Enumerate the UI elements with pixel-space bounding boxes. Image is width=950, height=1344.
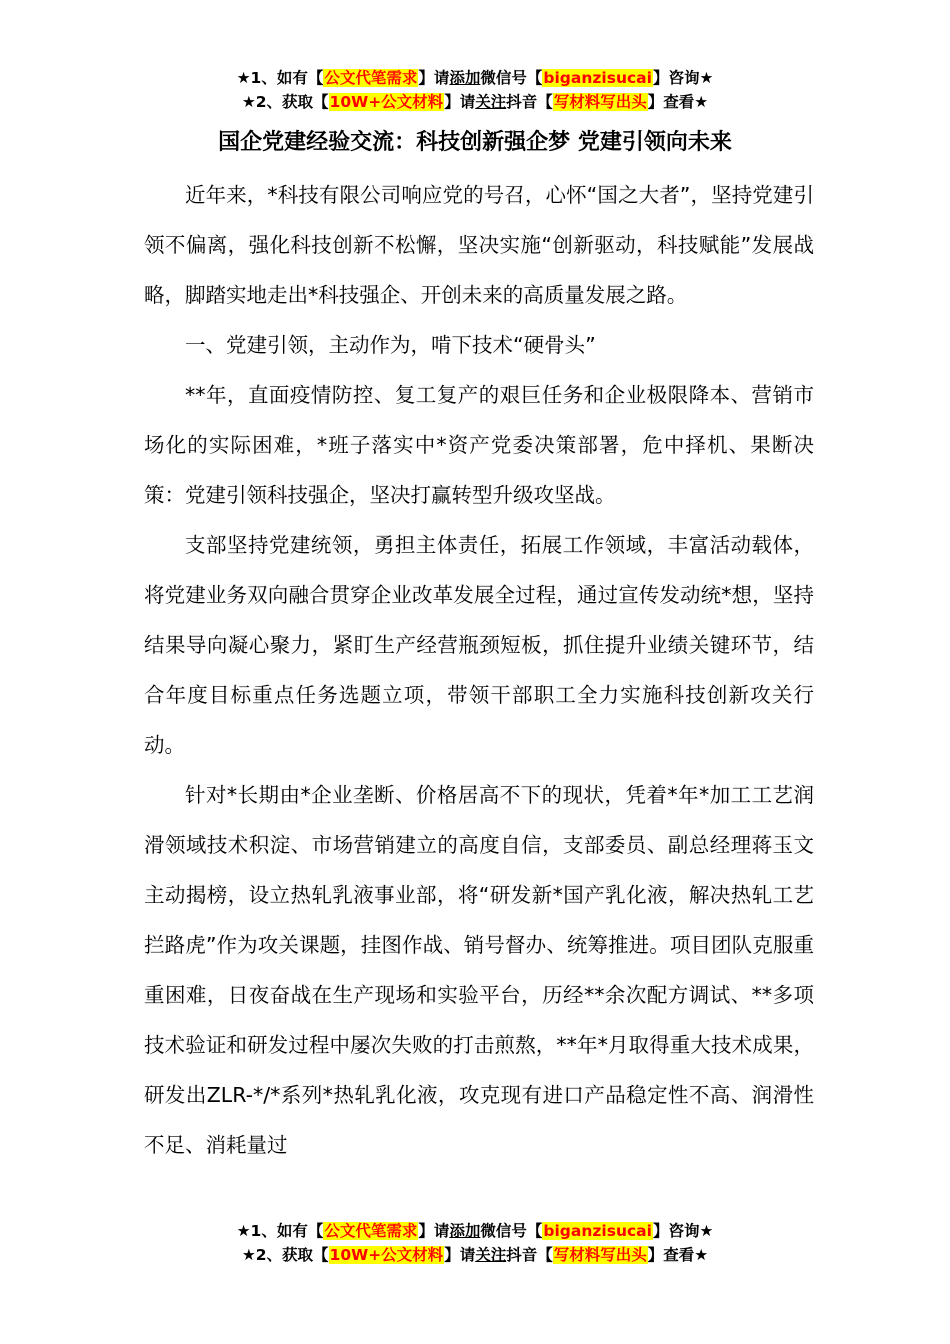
footer-line-2-middle-a: 】请: [444, 1246, 476, 1264]
banner-line-2-highlight-1: 10W+公文材料: [329, 93, 444, 111]
banner-line-2-underlined: 关注: [475, 93, 507, 111]
banner-line-1-highlight-1: 公文代笔需求: [324, 69, 418, 87]
footer-line-1-middle-a: 】请: [418, 1222, 450, 1240]
footer-line-2-highlight-2: 写材料写出头: [553, 1246, 647, 1264]
footer-banner: [0, 1219, 950, 1267]
banner-line-1-middle-a: 】请: [418, 69, 450, 87]
paragraph-2: **年，直面疫情防控、复工复产的艰巨任务和企业极限降本、营销市场化的实际困难，*班子落实中*资产党委决策部署，危中择机、果断决策：党建引领科技强企，坚决打赢转型升级攻坚战。: [144, 383, 814, 507]
footer-banner-line-2: [0, 1243, 950, 1267]
document-body: [144, 170, 814, 1170]
footer-line-2-prefix: ★2、获取【: [241, 1246, 329, 1264]
banner-line-1: [0, 66, 950, 90]
footer-line-1-underlined: 添加: [449, 1222, 481, 1240]
footer-line-1-prefix: ★1、如有【: [236, 1222, 324, 1240]
footer-line-1-highlight-1: 公文代笔需求: [324, 1222, 418, 1240]
footer-line-2-highlight-1: 10W+公文材料: [329, 1246, 444, 1264]
paragraph-3: 支部坚持党建统领，勇担主体责任，拓展工作领域，丰富活动载体，将党建业务双向融合贯穿企业改革发展全过程，通过宣传发动统*想，坚持结果导向凝心聚力，紧盯生产经营瓶颈短板，抓住提升业绩关键环节，结合年度目标重点任务选题立项，带领干部职工全力实施科技创新攻关行动。: [144, 533, 814, 757]
footer-line-1-middle-b: 微信号【: [480, 1222, 543, 1240]
banner-line-1-underlined: 添加: [449, 69, 481, 87]
banner-line-2-prefix: ★2、获取【: [241, 93, 329, 111]
document-title: 国企党建经验交流：科技创新强企梦 党建引领向未来: [218, 130, 732, 155]
footer-line-2-underlined: 关注: [475, 1246, 507, 1264]
footer-line-1-suffix: 】咨询★: [652, 1222, 714, 1240]
footer-line-2-suffix: 】查看★: [647, 1246, 709, 1264]
footer-line-1-highlight-2: biganzisucai: [543, 1222, 652, 1240]
footer-banner-line-1: [0, 1219, 950, 1243]
banner-line-2-suffix: 】查看★: [647, 93, 709, 111]
banner-line-1-suffix: 】咨询★: [652, 69, 714, 87]
footer-line-2-middle-b: 抖音【: [506, 1246, 553, 1264]
banner-line-2-middle-a: 】请: [444, 93, 476, 111]
banner-line-2-highlight-2: 写材料写出头: [553, 93, 647, 111]
paragraph-4: 针对*长期由*企业垄断、价格居高不下的现状，凭着*年*加工工艺润滑领域技术积淀、市场营销建立的高度自信，支部委员、副总经理蒋玉文主动揭榜，设立热轧乳液事业部，将“研发新*国产乳化液，解决热轧工艺拦路虎”作为攻关课题，挂图作战、销号督办、统筹推进。项目团队克服重重困难，日夜奋战在生产现场和实验平台，历经**余次配方调试、**多项技术验证和研发过程中屡次失败的打击煎熬，**年*月取得重大技术成果，研发出ZLR-*/*系列*热轧乳化液，攻克现有进口产品稳定性不高、润滑性不足、消耗量过: [144, 783, 814, 1157]
banner-line-2: [0, 90, 950, 114]
paragraph-intro: 近年来，*科技有限公司响应党的号召，心怀“国之大者”，坚持党建引领不偏离，强化科技创新不松懈，坚决实施“创新驱动，科技赋能”发展战略，脚踏实地走出*科技强企、开创未来的高质量发展之路。: [144, 183, 814, 307]
section-heading-1: 一、党建引领，主动作为，啃下技术“硬骨头”: [185, 333, 596, 357]
header-banner: [0, 66, 950, 114]
banner-line-1-middle-b: 微信号【: [480, 69, 543, 87]
banner-line-1-highlight-2: biganzisucai: [543, 69, 652, 87]
banner-line-2-middle-b: 抖音【: [506, 93, 553, 111]
banner-line-1-prefix: ★1、如有【: [236, 69, 324, 87]
